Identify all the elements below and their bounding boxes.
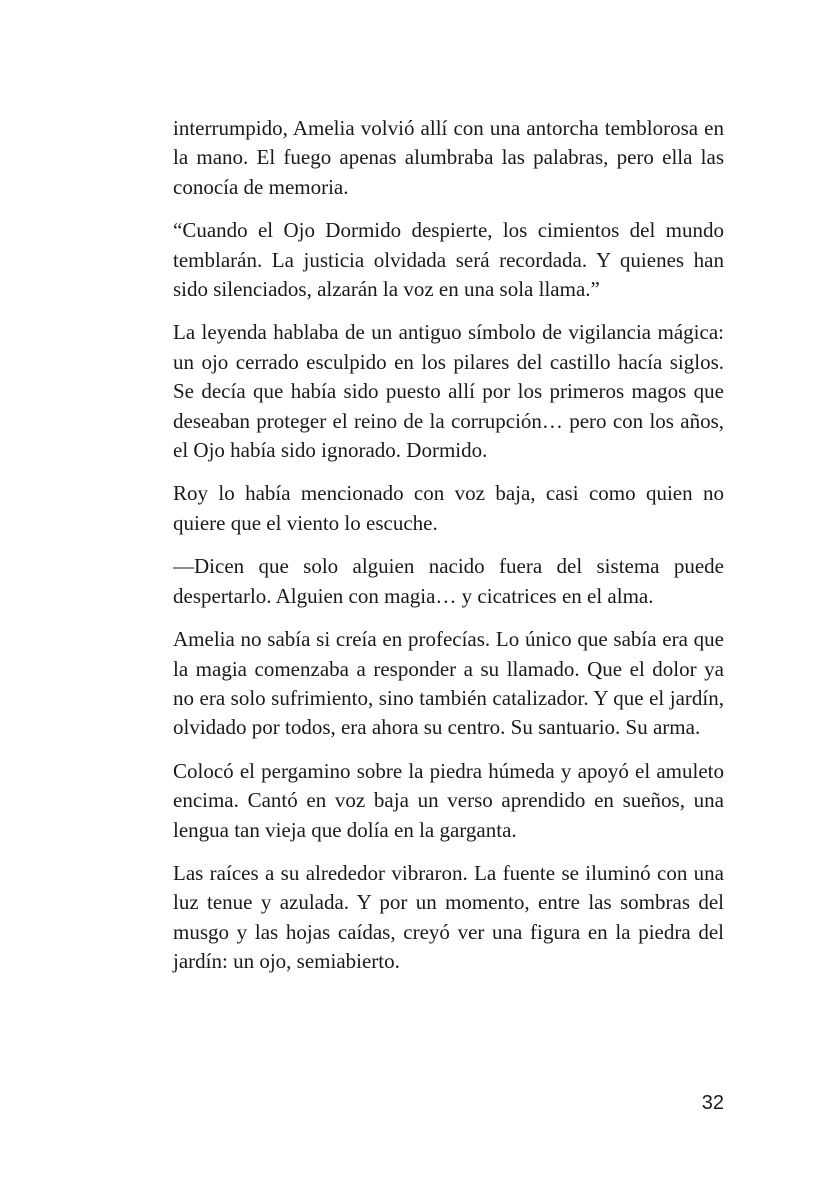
page-number: 32 [701, 1092, 724, 1114]
paragraph-6: Amelia no sabía si creía en profecías. Lo único que sabía era que la magia comenzaba a responder a su llamado. Que el dolor ya no era solo sufrimiento, sino también catalizador. Y que el jardín, olvidado por todos, era ahora su centro. Su santuario. Su arma. [173, 627, 724, 740]
paragraph-8: Las raíces a su alrededor vibraron. La fuente se iluminó con una luz tenue y azulada. Y por un momento, entre las sombras del musgo y las hojas caídas, creyó ver una figura en la piedra del jardín: un ojo, semiabierto. [173, 860, 724, 974]
paragraph-1: interrumpido, Amelia volvió allí con una antorcha temblorosa en la mano. El fuego apenas alumbraba las palabras, pero ella las conocía de memoria. [173, 116, 724, 199]
body-text [173, 114, 724, 991]
paragraph-5: —Dicen que solo alguien nacido fuera del sistema puede despertarlo. Alguien con magia… y cicatrices en el alma. [173, 554, 724, 608]
paragraph-2: “Cuando el Ojo Dormido despierte, los cimientos del mundo temblarán. La justicia olvidada será recordada. Y quienes han sido silenciados, alzarán la voz en una sola llama.” [173, 218, 724, 302]
paragraph-3: La leyenda hablaba de un antiguo símbolo de vigilancia mágica: un ojo cerrado esculpido en los pilares del castillo hacía siglos. Se decía que había sido puesto allí por los primeros magos que deseaban proteger el reino de la corrupción… pero con los años, el Ojo había sido ignorado. Dormido. [173, 320, 724, 463]
paragraph-4: Roy lo había mencionado con voz baja, casi como quien no quiere que el viento lo escuche. [173, 481, 724, 535]
paragraph-7: Colocó el pergamino sobre la piedra húmeda y apoyó el amuleto encima. Cantó en voz baja un verso aprendido en sueños, una lengua tan vieja que dolía en la garganta. [173, 758, 724, 842]
